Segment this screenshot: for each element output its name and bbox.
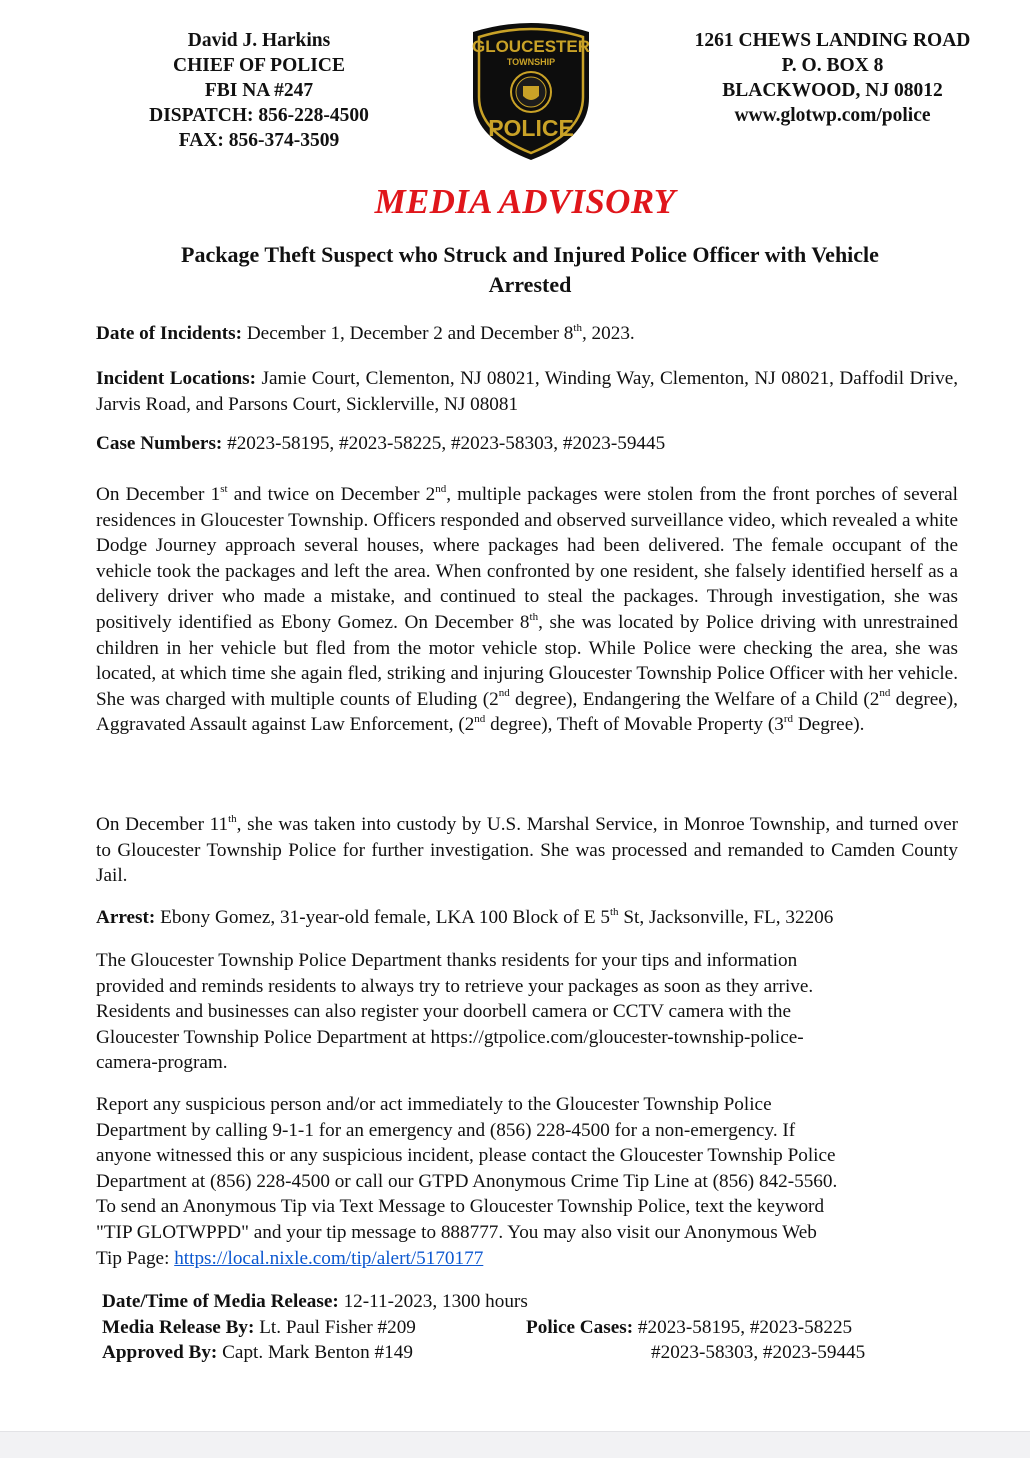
p1-sup-7: rd: [783, 712, 794, 725]
police-badge-logo: [467, 20, 595, 162]
badge-bottom-text: POLICE: [488, 115, 574, 141]
report-line-2: Department by calling 9-1-1 for an emergency and (856) 228-4500 for a non-emergency. If: [96, 1119, 796, 1141]
police-cases-label: Police Cases:: [526, 1316, 634, 1338]
city-state-zip: BLACKWOOD, NJ 08012: [722, 80, 943, 101]
p1-sup-1: st: [220, 482, 228, 495]
p2-text-2: , she was taken into custody by U.S. Marshal Service, in Monroe Township, and turned over to Gloucester Township Police for further investigation. She was processed and remanded to Camden County Jail.: [96, 814, 958, 887]
release-date-label: Date/Time of Media Release:: [102, 1291, 339, 1312]
dispatch-phone: DISPATCH: 856-228-4500: [149, 105, 369, 126]
chief-title: CHIEF OF POLICE: [173, 55, 345, 76]
thanks-line-5: camera-program.: [96, 1052, 228, 1074]
date-sup: th: [573, 321, 582, 334]
release-by-value: Lt. Paul Fisher #209: [254, 1316, 416, 1338]
p1-sup-2: nd: [435, 482, 447, 495]
date-of-incidents: [96, 321, 958, 347]
thanks-line-3: Residents and businesses can also register your doorbell camera or CCTV camera with the: [96, 1001, 791, 1023]
narrative-paragraph-2: [96, 812, 958, 889]
tip-page-link[interactable]: https://local.nixle.com/tip/alert/5170177: [174, 1247, 484, 1269]
po-box: P. O. BOX 8: [781, 55, 884, 76]
report-paragraph: [96, 1092, 958, 1271]
chief-fbi-na: FBI NA #247: [204, 80, 314, 101]
incident-locations-value: Jamie Court, Clementon, NJ 08021, Winding Way, Clementon, NJ 08021, Daffodil Drive, Jarvis Road, and Parsons Court, Sicklerville, NJ 08081: [96, 368, 959, 415]
p1-text-7: degree), Theft of Movable Property (3: [485, 714, 784, 736]
p1-text-4: , she was located by Police driving with unrestrained children in her vehicle but fled from the motor vehicle stop. While Police were checking the area, she was located, at which time she again fled, striking and injuring Gloucester Township Police Officer with her vehicle. She was charged with multiple counts of Eluding (2: [96, 611, 958, 710]
release-footer: [102, 1289, 972, 1366]
fax-number: FAX: 856-374-3509: [178, 130, 340, 151]
address-block: [660, 28, 1005, 128]
badge-sub-text: TOWNSHIP: [506, 57, 556, 67]
incident-locations-label: Incident Locations:: [96, 368, 257, 389]
date-of-incidents-year: , 2023.: [581, 323, 635, 344]
approved-by-value: Capt. Mark Benton #149: [217, 1342, 413, 1364]
chief-info-block: [120, 28, 398, 153]
approved-by-label: Approved By:: [102, 1342, 218, 1364]
chief-name: David J. Harkins: [187, 30, 331, 51]
thanks-line-1: The Gloucester Township Police Department thanks residents for your tips and information: [96, 950, 798, 971]
p1-sup-6: nd: [474, 712, 486, 725]
release-date-value: 12-11-2023, 1300 hours: [338, 1291, 528, 1312]
headline-line-1: Package Theft Suspect who Struck and Injured Police Officer with Vehicle: [181, 242, 879, 267]
case-numbers-value: #2023-58195, #2023-58225, #2023-58303, #2023-59445: [222, 433, 666, 454]
footer-row-3: [102, 1340, 972, 1366]
street-address: 1261 CHEWS LANDING ROAD: [694, 30, 971, 51]
case-numbers-label: Case Numbers:: [96, 433, 223, 454]
p1-text-6: degree), Aggravated Assault against Law Enforcement, (2: [96, 688, 958, 736]
p1-text-8: Degree).: [793, 714, 865, 736]
p1-sup-4: nd: [498, 687, 510, 700]
badge-top-text: GLOUCESTER: [471, 37, 591, 56]
police-cases-value-1: #2023-58195, #2023-58225: [633, 1316, 853, 1338]
case-numbers: [96, 431, 958, 457]
police-cases-value-2: #2023-58303, #2023-59445: [651, 1342, 866, 1364]
report-line-4: Department at (856) 228-4500 or call our GTPD Anonymous Crime Tip Line at (856) 842-5560.: [96, 1170, 838, 1192]
footer-row-2: [102, 1315, 972, 1341]
website-url: www.glotwp.com/police: [734, 105, 931, 126]
report-line-1: Report any suspicious person and/or act immediately to the Gloucester Township Police: [96, 1094, 772, 1115]
police-cases-block: [526, 1315, 852, 1341]
p1-sup-5: nd: [879, 687, 891, 700]
thanks-line-2: provided and reminds residents to always try to retrieve your packages as soon as they arrive.: [96, 975, 814, 997]
p1-text-3: , multiple packages were stolen from the front porches of several residences in Gloucester Township. Officers responded and observed surveillance video, which revealed a white Dodge Journey approach several houses, where packages had been delivered. The female occupant of the vehicle took the packages and left the area. When confronted by one resident, she falsely identified herself as a delivery driver who made a mistake, and continued to steal the packages. Through investigation, she was positively identified as Ebony Gomez. On December 8: [96, 484, 959, 633]
tip-page-line: [96, 1246, 958, 1272]
p1-text-1: On December 1: [96, 484, 221, 505]
tip-page-label: Tip Page:: [96, 1247, 175, 1269]
arrest-line: [96, 905, 958, 931]
p1-text-2: and twice on December 2: [227, 484, 436, 505]
viewer-bottom-bar: [0, 1431, 1030, 1458]
p1-text-5: degree), Endangering the Welfare of a Child (2: [509, 688, 880, 710]
date-of-incidents-value: December 1, December 2 and December 8: [242, 323, 574, 344]
p2-text-1: On December 11: [96, 814, 229, 835]
report-line-6: "TIP GLOTWPPD" and your tip message to 888777. You may also visit our Anonymous Web: [96, 1221, 817, 1243]
p2-sup-1: th: [228, 812, 237, 825]
incident-locations: [96, 366, 958, 417]
p1-sup-3: th: [529, 610, 539, 623]
headline: [100, 240, 960, 300]
arrest-sup: th: [609, 905, 619, 918]
arrest-value: Ebony Gomez, 31-year-old female, LKA 100 Block of E 5: [155, 907, 610, 928]
date-of-incidents-label: Date of Incidents:: [96, 323, 243, 344]
report-line-5: To send an Anonymous Tip via Text Message to Gloucester Township Police, text the keyword: [96, 1196, 825, 1218]
headline-line-2: Arrested: [488, 272, 572, 297]
thanks-paragraph: [96, 948, 958, 1076]
arrest-value-2: St, Jacksonville, FL, 32206: [618, 907, 834, 928]
thanks-line-4: Gloucester Township Police Department at https://gtpolice.com/gloucester-township-police-: [96, 1026, 804, 1048]
footer-row-1: [102, 1289, 972, 1315]
release-by-label: Media Release By:: [102, 1316, 255, 1338]
arrest-label: Arrest:: [96, 907, 156, 928]
media-advisory-title: MEDIA ADVISORY: [374, 182, 676, 221]
report-line-3: anyone witnessed this or any suspicious incident, please contact the Gloucester Township Police: [96, 1145, 836, 1167]
narrative-paragraph-1: [96, 482, 958, 738]
